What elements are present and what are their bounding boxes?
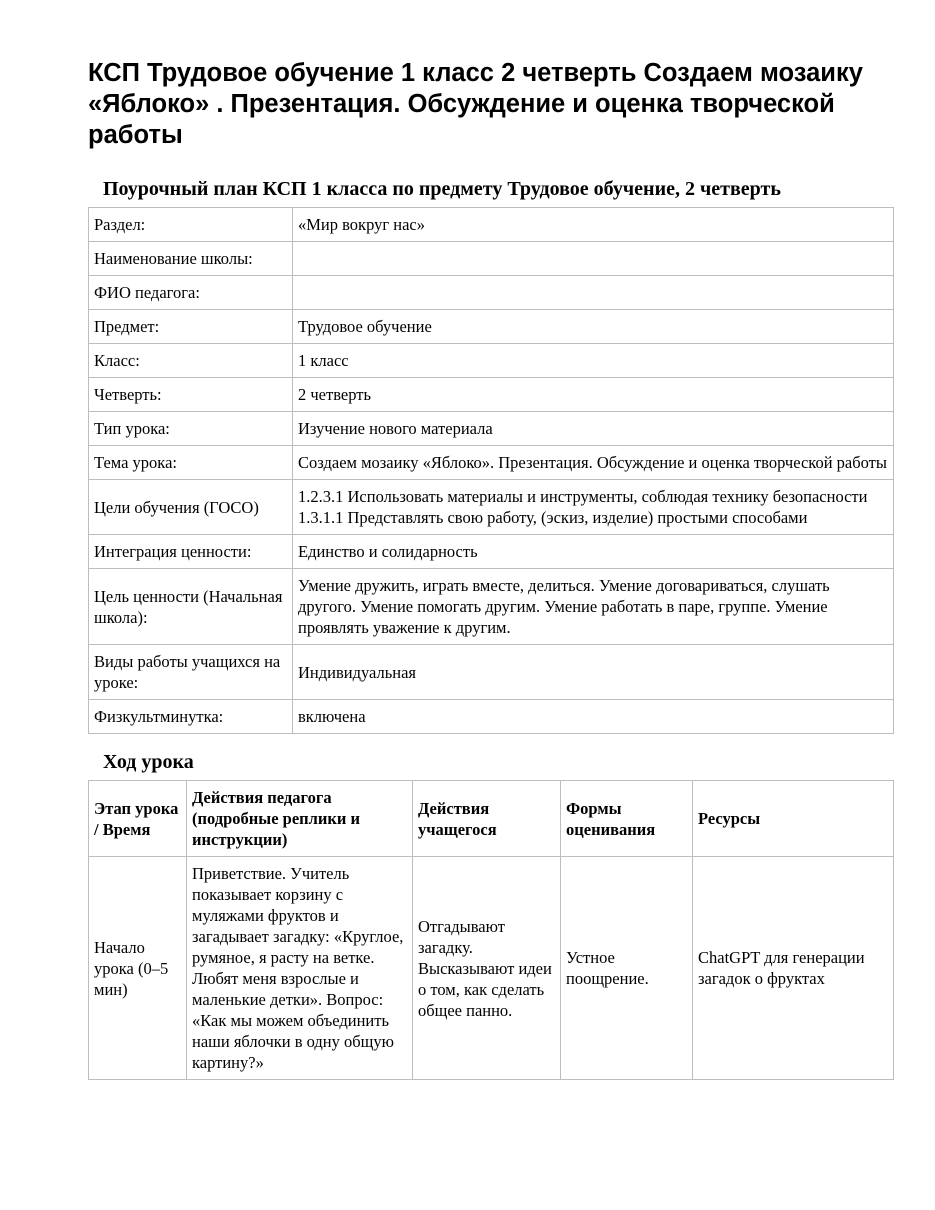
- info-row-exercise-break: [89, 700, 894, 734]
- student-actions-cell: Отгадывают загадку. Высказывают идеи о том, как сделать общее панно.: [413, 857, 561, 1080]
- info-value: «Мир вокруг нас»: [293, 208, 894, 242]
- info-value: 1 класс: [293, 344, 894, 378]
- info-value: Трудовое обучение: [293, 310, 894, 344]
- info-row-school: [89, 242, 894, 276]
- lesson-info-table: [88, 207, 894, 734]
- info-label: Раздел:: [89, 208, 293, 242]
- stage-cell: Начало урока (0–5 мин): [89, 857, 187, 1080]
- plan-heading: Поурочный план КСП 1 класса по предмету Трудовое обучение, 2 четверть: [103, 178, 781, 200]
- info-value: 2 четверть: [293, 378, 894, 412]
- info-row-work-types: [89, 645, 894, 700]
- resources-cell: ChatGPT для генерации загадок о фруктах: [693, 857, 894, 1080]
- info-label: Интеграция ценности:: [89, 535, 293, 569]
- info-label: Тип урока:: [89, 412, 293, 446]
- info-label: Виды работы учащихся на уроке:: [89, 645, 293, 700]
- info-label: Физкультминутка:: [89, 700, 293, 734]
- info-label: Тема урока:: [89, 446, 293, 480]
- info-row-section: [89, 208, 894, 242]
- info-value: 1.2.3.1 Использовать материалы и инструменты, соблюдая технику безопасности 1.3.1.1 Представлять свою работу, (эскиз, изделие) простыми способами: [293, 480, 894, 535]
- info-label: Цель ценности (Начальная школа):: [89, 569, 293, 645]
- assessment-cell: Устное поощрение.: [561, 857, 693, 1080]
- lesson-flow-table: [88, 780, 894, 1080]
- document-title: КСП Трудовое обучение 1 класс 2 четверть Создаем мозаику «Яблоко» . Презентация. Обсуждение и оценка творческой работы: [88, 59, 863, 149]
- info-row-subject: [89, 310, 894, 344]
- lesson-flow-heading: Ход урока: [103, 751, 194, 773]
- info-row-goals: [89, 480, 894, 535]
- info-value: включена: [293, 700, 894, 734]
- teacher-actions-cell: Приветствие. Учитель показывает корзину с муляжами фруктов и загадывает загадку: «Круглое, румяное, я расту на ветке. Любят меня взрослые и маленькие детки». Вопрос: «Как мы можем объединить наши яблочки в одну общую картину?»: [187, 857, 413, 1080]
- info-row-teacher: [89, 276, 894, 310]
- column-header-resources: Ресурсы: [693, 781, 894, 857]
- info-value: [293, 242, 894, 276]
- info-value: Индивидуальная: [293, 645, 894, 700]
- info-row-quarter: [89, 378, 894, 412]
- info-label: Предмет:: [89, 310, 293, 344]
- info-label: Наименование школы:: [89, 242, 293, 276]
- column-header-teacher: Действия педагога (подробные реплики и инструкции): [187, 781, 413, 857]
- column-header-stage: Этап урока / Время: [89, 781, 187, 857]
- info-value: [293, 276, 894, 310]
- info-row-lesson-type: [89, 412, 894, 446]
- column-header-student: Действия учащегося: [413, 781, 561, 857]
- info-label: Класс:: [89, 344, 293, 378]
- info-label: ФИО педагога:: [89, 276, 293, 310]
- info-value: Создаем мозаику «Яблоко». Презентация. Обсуждение и оценка творческой работы: [293, 446, 894, 480]
- info-row-topic: [89, 446, 894, 480]
- info-label: Четверть:: [89, 378, 293, 412]
- info-value: Умение дружить, играть вместе, делиться. Умение договариваться, слушать другого. Умение помогать другим. Умение работать в паре, группе. Умение проявлять уважение к другим.: [293, 569, 894, 645]
- info-label: Цели обучения (ГОСО): [89, 480, 293, 535]
- info-row-grade: [89, 344, 894, 378]
- info-row-value-integration: [89, 535, 894, 569]
- lesson-header-row: [89, 781, 894, 857]
- info-value: Изучение нового материала: [293, 412, 894, 446]
- column-header-assessment: Формы оценивания: [561, 781, 693, 857]
- info-row-value-goal: [89, 569, 894, 645]
- info-value: Единство и солидарность: [293, 535, 894, 569]
- table-row: [89, 857, 894, 1080]
- document-page: [88, 58, 893, 1080]
